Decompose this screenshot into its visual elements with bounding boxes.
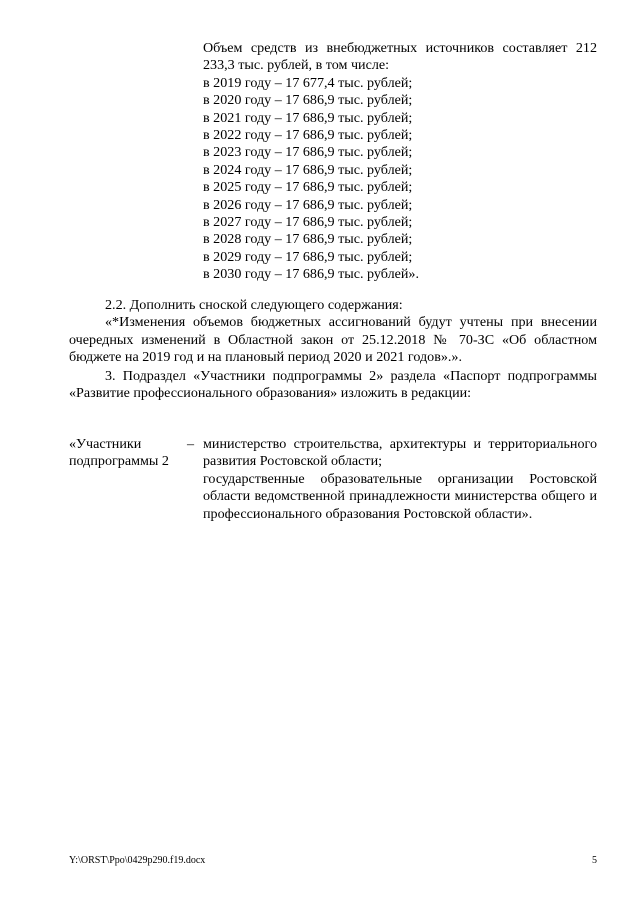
participants-item: министерство строительства, архитектуры и территориального развития Ростовской области; bbox=[203, 436, 597, 470]
section-2-2-heading: 2.2. Дополнить сноской следующего содержания: bbox=[105, 297, 403, 313]
participants-label bbox=[69, 436, 194, 471]
page-number: 5 bbox=[592, 855, 597, 866]
participants-label-line1: «Участники bbox=[69, 436, 142, 452]
budget-block bbox=[203, 40, 597, 284]
budget-year-line: в 2030 году – 17 686,9 тыс. рублей». bbox=[203, 266, 419, 283]
budget-year-line: в 2027 году – 17 686,9 тыс. рублей; bbox=[203, 214, 413, 231]
participants-dash: – bbox=[186, 436, 194, 452]
section-3-text: 3. Подраздел «Участники подпрограммы 2» раздела «Паспорт подпрограммы «Развитие профессионального образования» изложить в редакции: bbox=[69, 368, 597, 402]
budget-year-line: в 2024 году – 17 686,9 тыс. рублей; bbox=[203, 161, 413, 178]
budget-year-line: в 2023 году – 17 686,9 тыс. рублей; bbox=[203, 144, 413, 161]
participants-item: государственные образовательные организации Ростовской области ведомственной принадлежности министерства общего и профессионального образования Ростовской области». bbox=[203, 470, 597, 522]
section-3 bbox=[69, 368, 597, 403]
file-path: Y:\ORST\Ppo\0429p290.f19.docx bbox=[69, 855, 206, 866]
budget-year-line: в 2028 году – 17 686,9 тыс. рублей; bbox=[203, 231, 413, 248]
budget-year-line: в 2029 году – 17 686,9 тыс. рублей; bbox=[203, 248, 413, 265]
budget-year-line: в 2019 году – 17 677,4 тыс. рублей; bbox=[203, 74, 413, 91]
section-2-2 bbox=[69, 297, 597, 367]
participants-label-line2: подпрограммы 2 bbox=[69, 453, 169, 470]
section-2-2-footnote: «*Изменения объемов бюджетных ассигнований будут учтены при внесении очередных изменений в Областной закон от 25.12.2018 № 70-ЗС «Об областном бюджете на 2019 год и на плановый период 2020 и 2021 годов».». bbox=[69, 314, 597, 366]
budget-year-line: в 2026 году – 17 686,9 тыс. рублей; bbox=[203, 196, 413, 213]
page-footer bbox=[69, 855, 597, 867]
budget-year-line: в 2021 году – 17 686,9 тыс. рублей; bbox=[203, 109, 413, 126]
budget-year-line: в 2020 году – 17 686,9 тыс. рублей; bbox=[203, 92, 413, 109]
participants-value bbox=[203, 436, 597, 523]
budget-year-line: в 2022 году – 17 686,9 тыс. рублей; bbox=[203, 127, 413, 144]
budget-year-line: в 2025 году – 17 686,9 тыс. рублей; bbox=[203, 179, 413, 196]
budget-intro: Объем средств из внебюджетных источников составляет 212 233,3 тыс. рублей, в том числе: bbox=[203, 40, 597, 74]
